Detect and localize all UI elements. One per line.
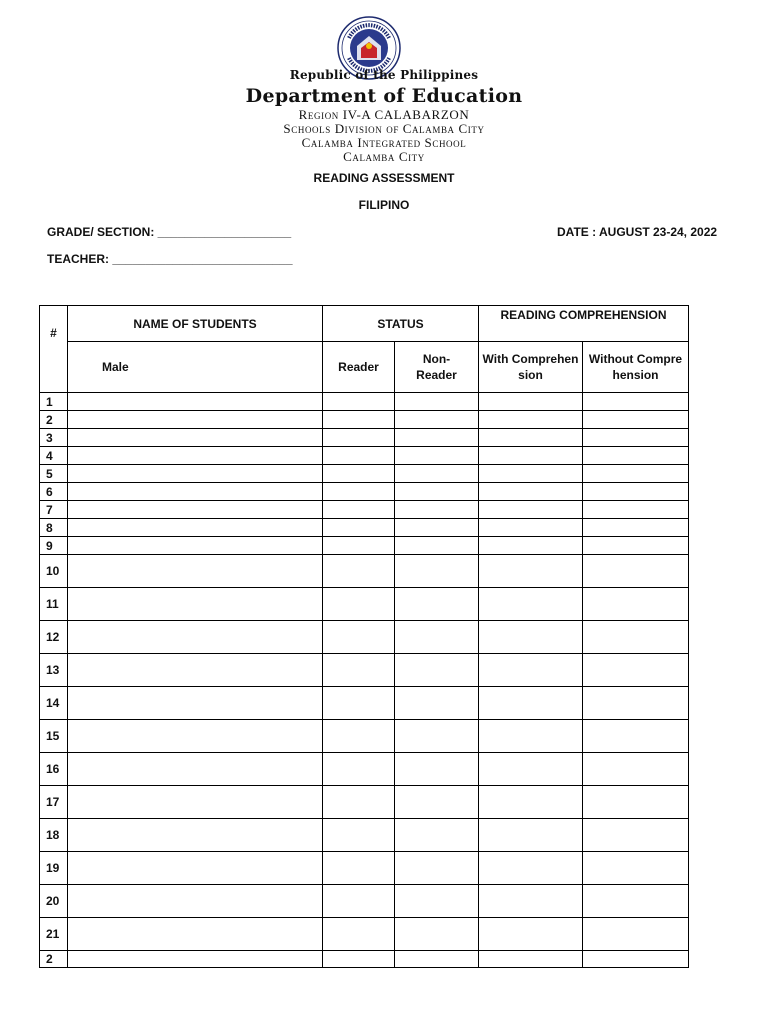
reader-cell[interactable] [323, 621, 395, 654]
with-comprehension-cell[interactable] [479, 483, 583, 501]
student-name-cell[interactable] [68, 621, 323, 654]
table-row [40, 819, 689, 852]
with-comprehension-cell[interactable] [479, 951, 583, 968]
non-reader-cell[interactable] [395, 447, 479, 465]
table-row [40, 918, 689, 951]
date-field: DATE : AUGUST 23-24, 2022 [557, 225, 718, 239]
non-reader-cell[interactable] [395, 918, 479, 951]
reader-cell[interactable] [323, 411, 395, 429]
with-comprehension-cell[interactable] [479, 918, 583, 951]
non-reader-cell[interactable] [395, 393, 479, 411]
reading-comprehension-header: READING COMPREHENSION [479, 306, 689, 342]
reader-cell[interactable] [323, 687, 395, 720]
student-name-cell[interactable] [68, 819, 323, 852]
table-row [40, 885, 689, 918]
without-comprehension-cell[interactable] [583, 483, 689, 501]
table-row [40, 588, 689, 621]
without-comprehension-cell[interactable] [583, 654, 689, 687]
reader-cell[interactable] [323, 447, 395, 465]
without-comprehension-cell[interactable] [583, 429, 689, 447]
assessment-table [39, 305, 689, 968]
row-number: 5 [40, 465, 68, 483]
non-reader-cell[interactable] [395, 654, 479, 687]
student-name-cell[interactable] [68, 411, 323, 429]
student-name-cell[interactable] [68, 588, 323, 621]
row-number: 20 [40, 885, 68, 918]
row-number: 16 [40, 753, 68, 786]
without-comprehension-cell[interactable] [583, 885, 689, 918]
without-comprehension-cell[interactable] [583, 447, 689, 465]
student-name-cell[interactable] [68, 720, 323, 753]
row-number: 12 [40, 621, 68, 654]
row-number: 17 [40, 786, 68, 819]
male-header: Male [68, 342, 323, 393]
table-row [40, 411, 689, 429]
without-comprehension-cell[interactable] [583, 537, 689, 555]
without-comprehension-cell[interactable] [583, 753, 689, 786]
reader-cell[interactable] [323, 519, 395, 537]
non-reader-cell[interactable] [395, 411, 479, 429]
reader-cell[interactable] [323, 720, 395, 753]
row-number: 15 [40, 720, 68, 753]
without-comprehension-cell[interactable] [583, 501, 689, 519]
student-name-cell[interactable] [68, 654, 323, 687]
student-name-cell[interactable] [68, 687, 323, 720]
with-comprehension-cell[interactable] [479, 411, 583, 429]
row-number: 2 [40, 951, 68, 968]
reader-cell[interactable] [323, 537, 395, 555]
header-row-secondary [40, 342, 689, 393]
with-comprehension-cell[interactable] [479, 465, 583, 483]
table-row [40, 465, 689, 483]
reader-cell[interactable] [323, 588, 395, 621]
row-number: 21 [40, 918, 68, 951]
table-row [40, 429, 689, 447]
without-comprehension-cell[interactable] [583, 786, 689, 819]
table-row [40, 447, 689, 465]
with-comprehension-cell[interactable] [479, 519, 583, 537]
student-name-cell[interactable] [68, 483, 323, 501]
reader-cell[interactable] [323, 501, 395, 519]
table-row [40, 555, 689, 588]
non-reader-cell[interactable] [395, 588, 479, 621]
table-row [40, 720, 689, 753]
without-comprehension-cell[interactable] [583, 621, 689, 654]
row-number: 4 [40, 447, 68, 465]
student-name-cell[interactable] [68, 852, 323, 885]
table-row [40, 687, 689, 720]
student-name-cell[interactable] [68, 918, 323, 951]
non-reader-cell[interactable] [395, 621, 479, 654]
without-comprehension-header: Without Comprehension [583, 342, 689, 393]
reader-cell[interactable] [323, 819, 395, 852]
without-comprehension-cell[interactable] [583, 393, 689, 411]
non-reader-cell[interactable] [395, 819, 479, 852]
table-row [40, 753, 689, 786]
row-number: 2 [40, 411, 68, 429]
student-name-cell[interactable] [68, 429, 323, 447]
with-comprehension-cell[interactable] [479, 501, 583, 519]
student-name-cell[interactable] [68, 555, 323, 588]
with-comprehension-cell[interactable] [479, 621, 583, 654]
with-comprehension-cell[interactable] [479, 429, 583, 447]
row-number: 10 [40, 555, 68, 588]
letterhead-republic: Republic of the Philippines [289, 68, 479, 82]
student-name-cell[interactable] [68, 951, 323, 968]
non-reader-cell[interactable] [395, 687, 479, 720]
with-comprehension-cell[interactable] [479, 720, 583, 753]
table-row [40, 786, 689, 819]
without-comprehension-cell[interactable] [583, 819, 689, 852]
reader-cell[interactable] [323, 786, 395, 819]
hash-header: # [40, 306, 68, 393]
reader-cell[interactable] [323, 951, 395, 968]
non-reader-cell[interactable] [395, 429, 479, 447]
reader-cell[interactable] [323, 885, 395, 918]
student-name-cell[interactable] [68, 501, 323, 519]
non-reader-cell[interactable] [395, 951, 479, 968]
table-row [40, 621, 689, 654]
table-row [40, 537, 689, 555]
reader-cell[interactable] [323, 852, 395, 885]
table-row [40, 519, 689, 537]
row-number: 3 [40, 429, 68, 447]
table-row [40, 483, 689, 501]
letterhead-school: Calamba Integrated School [301, 135, 467, 150]
status-header: STATUS [323, 306, 479, 342]
row-number: 1 [40, 393, 68, 411]
table-row [40, 501, 689, 519]
letterhead-department: Department of Education [245, 85, 523, 107]
with-comprehension-cell[interactable] [479, 687, 583, 720]
without-comprehension-cell[interactable] [583, 720, 689, 753]
without-comprehension-cell[interactable] [583, 465, 689, 483]
without-comprehension-cell[interactable] [583, 588, 689, 621]
with-comprehension-cell[interactable] [479, 786, 583, 819]
non-reader-cell[interactable] [395, 720, 479, 753]
row-number: 14 [40, 687, 68, 720]
letterhead-division: Schools Division of Calamba City [283, 121, 485, 136]
reader-cell[interactable] [323, 555, 395, 588]
non-reader-header: Non-Reader [395, 342, 479, 393]
row-number: 7 [40, 501, 68, 519]
with-comprehension-cell[interactable] [479, 447, 583, 465]
reader-cell[interactable] [323, 918, 395, 951]
letterhead-city: Calamba City [343, 149, 425, 164]
letterhead-region: Region IV-A CALABARZON [298, 107, 470, 122]
without-comprehension-cell[interactable] [583, 519, 689, 537]
row-number: 11 [40, 588, 68, 621]
row-number: 13 [40, 654, 68, 687]
non-reader-cell[interactable] [395, 753, 479, 786]
teacher-field: TEACHER: ___________________________ [47, 252, 293, 266]
non-reader-cell[interactable] [395, 483, 479, 501]
row-number: 6 [40, 483, 68, 501]
non-reader-cell[interactable] [395, 537, 479, 555]
student-name-cell[interactable] [68, 537, 323, 555]
student-name-cell[interactable] [68, 393, 323, 411]
with-comprehension-cell[interactable] [479, 555, 583, 588]
reader-header: Reader [323, 342, 395, 393]
table-row [40, 852, 689, 885]
non-reader-cell[interactable] [395, 519, 479, 537]
with-comprehension-cell[interactable] [479, 852, 583, 885]
document-subject: FILIPINO [358, 198, 410, 212]
row-number: 19 [40, 852, 68, 885]
without-comprehension-cell[interactable] [583, 687, 689, 720]
reader-cell[interactable] [323, 654, 395, 687]
without-comprehension-cell[interactable] [583, 852, 689, 885]
without-comprehension-cell[interactable] [583, 555, 689, 588]
non-reader-cell[interactable] [395, 465, 479, 483]
name-header: NAME OF STUDENTS [68, 306, 323, 342]
without-comprehension-cell[interactable] [583, 918, 689, 951]
row-number: 9 [40, 537, 68, 555]
non-reader-cell[interactable] [395, 501, 479, 519]
with-comprehension-cell[interactable] [479, 753, 583, 786]
non-reader-cell[interactable] [395, 786, 479, 819]
non-reader-cell[interactable] [395, 852, 479, 885]
non-reader-cell[interactable] [395, 885, 479, 918]
table-row [40, 654, 689, 687]
student-name-cell[interactable] [68, 786, 323, 819]
student-name-cell[interactable] [68, 519, 323, 537]
table-row [40, 951, 689, 968]
student-name-cell[interactable] [68, 885, 323, 918]
with-comprehension-header: With Comprehension [479, 342, 583, 393]
grade-section-field: GRADE/ SECTION: ____________________ [47, 225, 292, 239]
without-comprehension-cell[interactable] [583, 951, 689, 968]
reader-cell[interactable] [323, 465, 395, 483]
document-title: READING ASSESSMENT [313, 171, 455, 185]
reader-cell[interactable] [323, 483, 395, 501]
table-row [40, 393, 689, 411]
with-comprehension-cell[interactable] [479, 885, 583, 918]
header-row-primary [40, 306, 689, 342]
without-comprehension-cell[interactable] [583, 411, 689, 429]
with-comprehension-cell[interactable] [479, 588, 583, 621]
with-comprehension-cell[interactable] [479, 537, 583, 555]
row-number: 8 [40, 519, 68, 537]
student-name-cell[interactable] [68, 447, 323, 465]
with-comprehension-cell[interactable] [479, 654, 583, 687]
reader-cell[interactable] [323, 393, 395, 411]
reader-cell[interactable] [323, 753, 395, 786]
non-reader-cell[interactable] [395, 555, 479, 588]
with-comprehension-cell[interactable] [479, 819, 583, 852]
row-number: 18 [40, 819, 68, 852]
with-comprehension-cell[interactable] [479, 393, 583, 411]
reader-cell[interactable] [323, 429, 395, 447]
student-name-cell[interactable] [68, 753, 323, 786]
student-name-cell[interactable] [68, 465, 323, 483]
